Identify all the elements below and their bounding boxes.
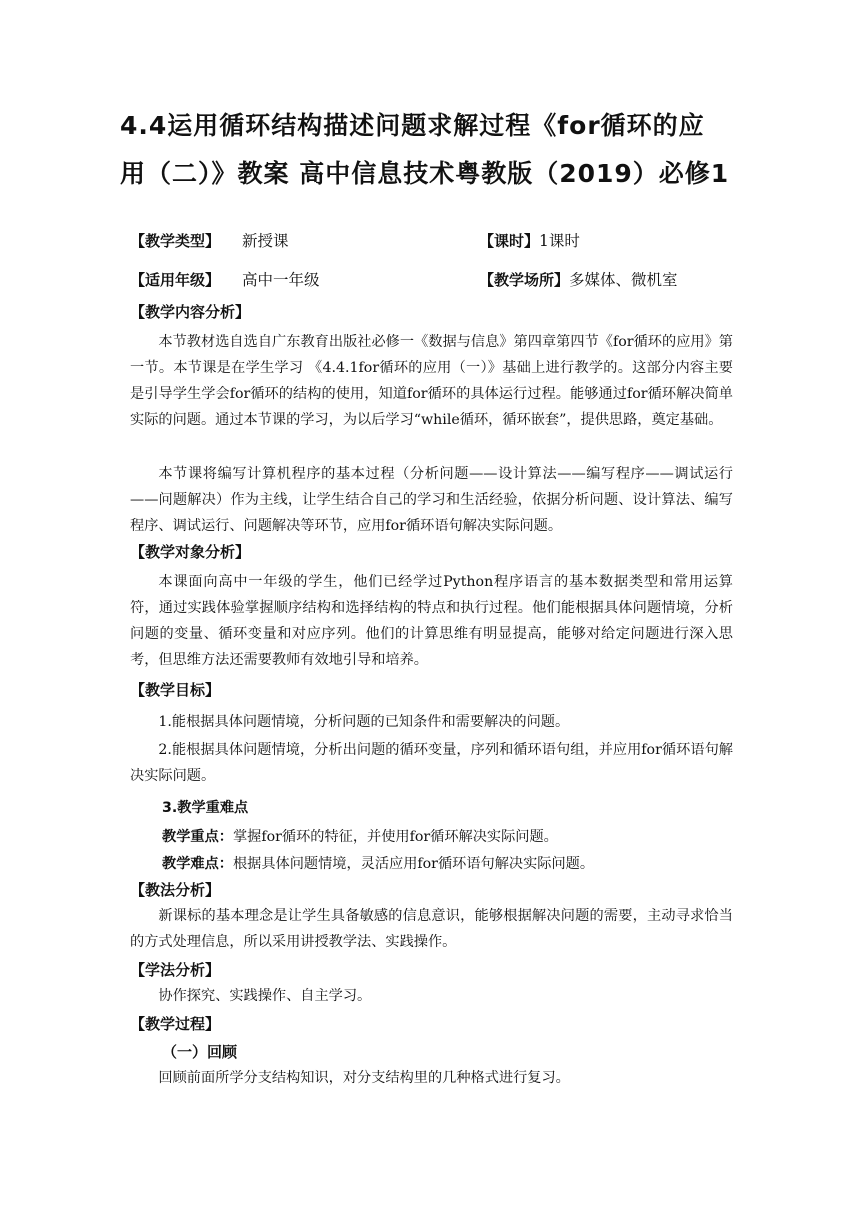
goal-item-1: 1.能根据具体问题情境，分析问题的已知条件和需要解决的问题。 <box>158 714 570 730</box>
paragraph-content-analysis-2: 本节课将编写计算机程序的基本过程（分析问题——设计算法——编写程序——调试运行——问题解决）作为主线，让学生结合自己的学习和生活经验，依据分析问题、设计算法、编写程序、调试运行、问题解决等环节，应用for循环语句解决实际问题。 <box>130 466 733 534</box>
difficult-point-label: 教学难点： <box>162 856 233 872</box>
goal-item-3: 3.教学重难点 <box>162 800 249 816</box>
section-heading-goals: 【教学目标】 <box>130 681 221 699</box>
paragraph-method-analysis-1: 新课标的基本理念是让学生具备敏感的信息意识，能够根据解决问题的需要，主动寻求恰当的方式处理信息，所以采用讲授教学法、实践操作。 <box>130 908 733 950</box>
meta-hours-label: 【课时】 <box>479 232 540 250</box>
meta-hours <box>479 229 580 251</box>
paragraph-study-analysis-1: 协作探究、实践操作、自主学习。 <box>158 988 372 1004</box>
paragraph-process-1: 回顾前面所学分支结构知识，对分支结构里的几种格式进行复习。 <box>158 1070 570 1086</box>
meta-place-label: 【教学场所】 <box>479 271 570 289</box>
meta-hours-value: 1课时 <box>539 232 580 250</box>
key-point-text: 掌握for循环的特征，并使用for循环解决实际问题。 <box>232 829 558 845</box>
meta-grade-label: 【适用年级】 <box>130 271 221 289</box>
meta-place <box>479 268 678 290</box>
meta-place-value: 多媒体、微机室 <box>569 271 678 289</box>
section-heading-object-analysis: 【教学对象分析】 <box>130 543 251 561</box>
goal-item-2: 2.能根据具体问题情境，分析出问题的循环变量，序列和循环语句组，并应用for循环语句解决实际问题。 <box>130 742 733 784</box>
section-heading-process: 【教学过程】 <box>130 1015 221 1033</box>
section-heading-content-analysis: 【教学内容分析】 <box>130 303 251 321</box>
document-title <box>120 102 745 198</box>
key-point-label: 教学重点： <box>162 829 233 845</box>
goal-key-point <box>162 826 558 846</box>
section-heading-method-analysis: 【教法分析】 <box>130 881 221 899</box>
meta-grade <box>130 268 320 290</box>
meta-type <box>130 229 289 251</box>
title-line-1: 4.4运用循环结构描述问题求解过程《for循环的应 <box>120 111 705 140</box>
goal-difficult-point <box>162 853 594 873</box>
paragraph-object-analysis-1: 本课面向高中一年级的学生，他们已经学过Python程序语言的基本数据类型和常用运算符，通过实践体验掌握顺序结构和选择结构的特点和执行过程。他们能根据具体问题情境，分析问题的变量、循环变量和对应序列。他们的计算思维有明显提高，能够对给定问题进行深入思考，但思维方法还需要教师有效地引导和培养。 <box>130 574 733 668</box>
section-heading-study-analysis: 【学法分析】 <box>130 961 221 979</box>
meta-type-label: 【教学类型】 <box>130 232 221 250</box>
paragraph-content-analysis-1: 本节教材选自选自广东教育出版社必修一《数据与信息》第四章第四节《for循环的应用》第一节。本节课是在学生学习 《4.4.1for循环的应用（一）》基础上进行教学的。这部分内容主要是引导学生学会for循环的结构的使用，知道for循环的具体运行过程。能够通过for循环解决简单实际的问题。通过本节课的学习，为以后学习“while循环，循环嵌套”，提供思路，奠定基础。 <box>130 334 733 428</box>
process-subheading-1: （一）回顾 <box>162 1043 238 1061</box>
title-line-2: 用（二）》教案 高中信息技术粤教版（2019）必修1 <box>120 159 730 188</box>
meta-type-value: 新授课 <box>242 232 289 250</box>
meta-grade-value: 高中一年级 <box>242 271 320 289</box>
difficult-point-text: 根据具体问题情境，灵活应用for循环语句解决实际问题。 <box>232 856 595 872</box>
